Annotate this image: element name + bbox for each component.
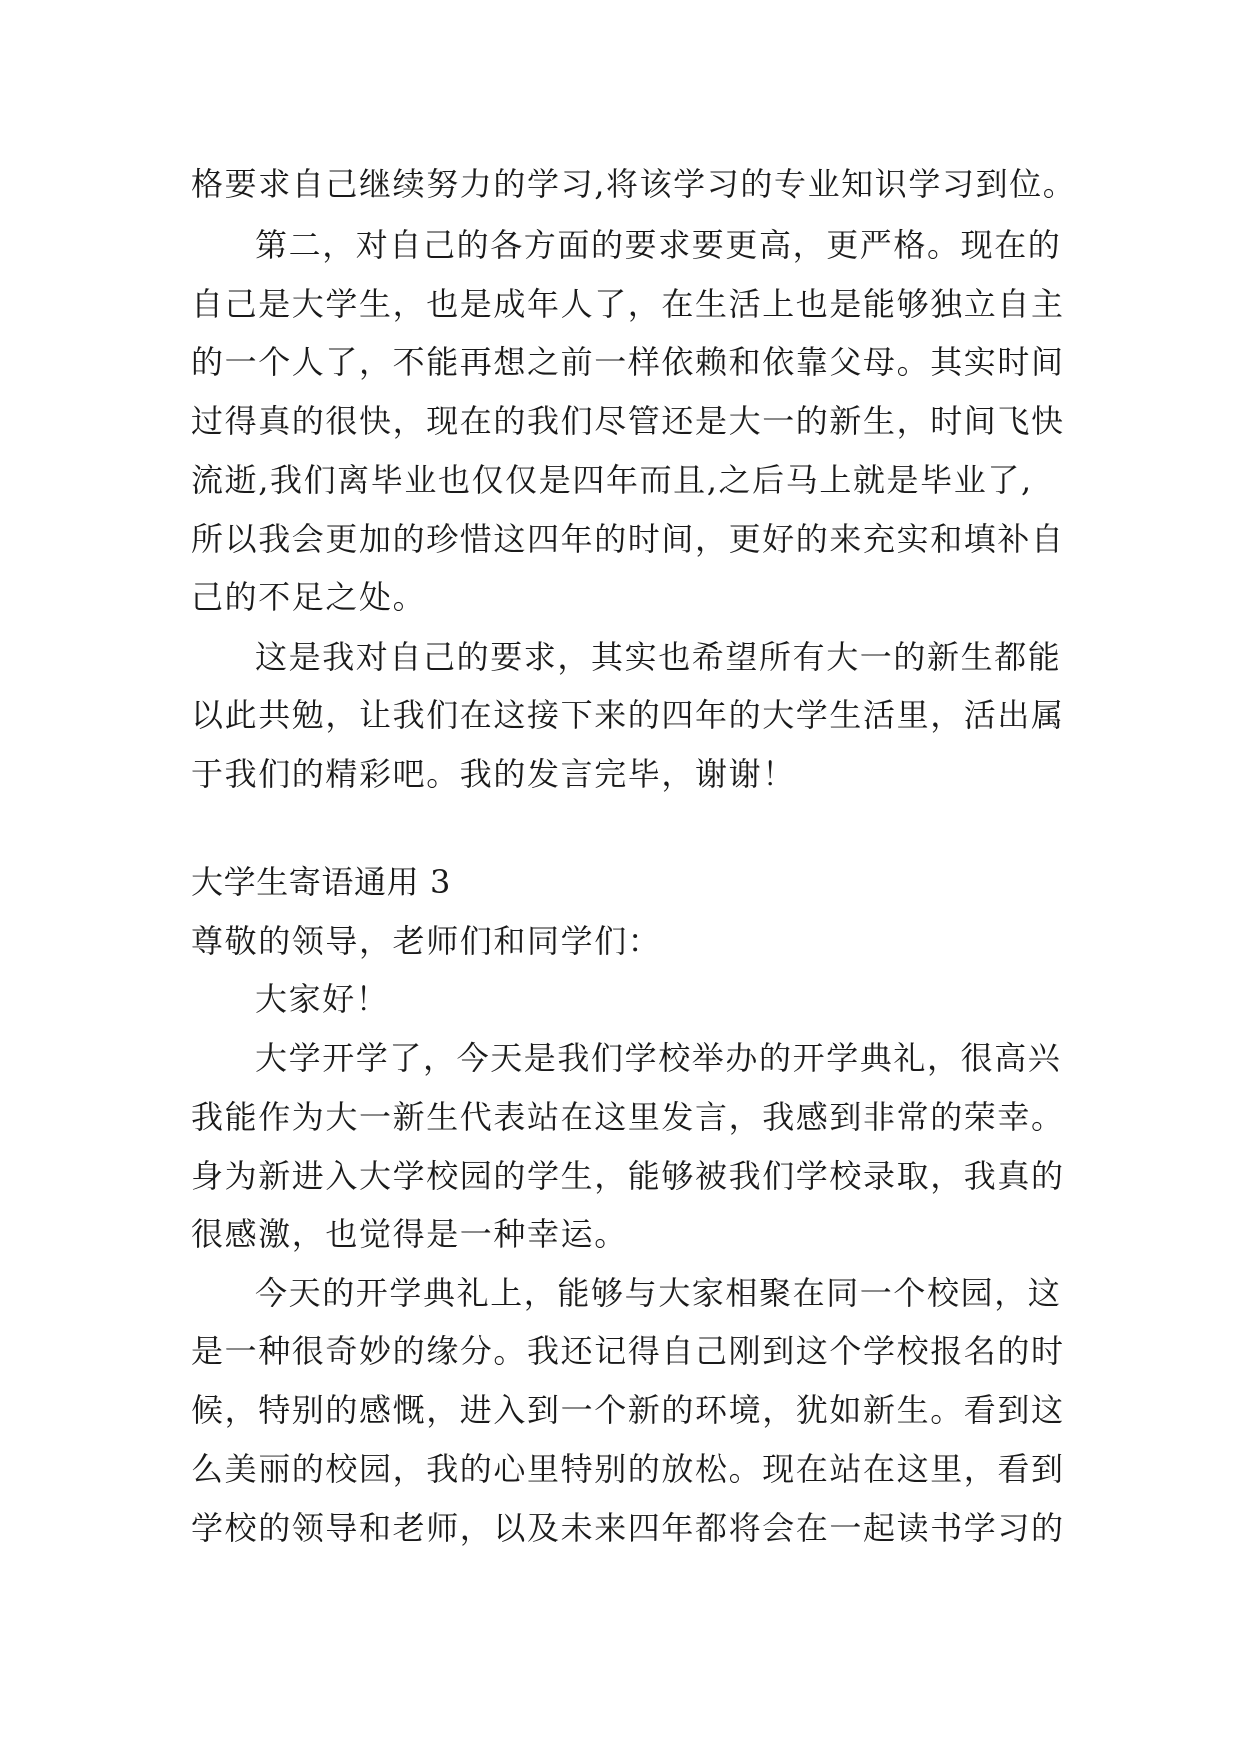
paragraph-line: 很感激，也觉得是一种幸运。 bbox=[191, 1215, 628, 1253]
paragraph-line: 我能作为大一新生代表站在这里发言，我感到非常的荣幸。 bbox=[191, 1098, 1065, 1136]
greeting-line: 大家好！ bbox=[255, 980, 390, 1018]
paragraph-line: 过得真的很快，现在的我们尽管还是大一的新生，时间飞快 bbox=[191, 402, 1065, 440]
paragraph-line: 今天的开学典礼上，能够与大家相聚在同一个校园，这 bbox=[255, 1274, 1062, 1312]
paragraph-line: 么美丽的校园，我的心里特别的放松。现在站在这里，看到 bbox=[191, 1450, 1065, 1488]
paragraph-line: 第二，对自己的各方面的要求要更高，更严格。现在的 bbox=[255, 226, 1062, 264]
paragraph-line: 学校的领导和老师，以及未来四年都将会在一起读书学习的 bbox=[191, 1509, 1065, 1547]
salutation-line: 尊敬的领导，老师们和同学们： bbox=[191, 922, 662, 960]
paragraph-line: 的一个人了，不能再想之前一样依赖和依靠父母。其实时间 bbox=[191, 343, 1065, 381]
paragraph-line: 格要求自己继续努力的学习,将该学习的专业知识学习到位。 bbox=[191, 165, 1077, 203]
paragraph-line: 这是我对自己的要求，其实也希望所有大一的新生都能 bbox=[255, 638, 1062, 676]
paragraph-line: 是一种很奇妙的缘分。我还记得自己刚到这个学校报名的时 bbox=[191, 1332, 1065, 1370]
paragraph-line: 大学开学了，今天是我们学校举办的开学典礼，很高兴 bbox=[255, 1039, 1062, 1077]
paragraph-line: 流逝,我们离毕业也仅仅是四年而且,之后马上就是毕业了, bbox=[191, 461, 1033, 499]
paragraph-line: 身为新进入大学校园的学生，能够被我们学校录取，我真的 bbox=[191, 1157, 1065, 1195]
paragraph-line: 以此共勉，让我们在这接下来的四年的大学生活里，活出属 bbox=[191, 696, 1065, 734]
paragraph-line: 于我们的精彩吧。我的发言完毕，谢谢！ bbox=[191, 755, 796, 793]
paragraph-line: 所以我会更加的珍惜这四年的时间，更好的来充实和填补自 bbox=[191, 520, 1065, 558]
paragraph-line: 自己是大学生，也是成年人了，在生活上也是能够独立自主 bbox=[191, 285, 1065, 323]
section-heading: 大学生寄语通用 3 bbox=[191, 863, 451, 901]
paragraph-line: 己的不足之处。 bbox=[191, 578, 427, 616]
paragraph-line: 候，特别的感慨，进入到一个新的环境，犹如新生。看到这 bbox=[191, 1391, 1065, 1429]
